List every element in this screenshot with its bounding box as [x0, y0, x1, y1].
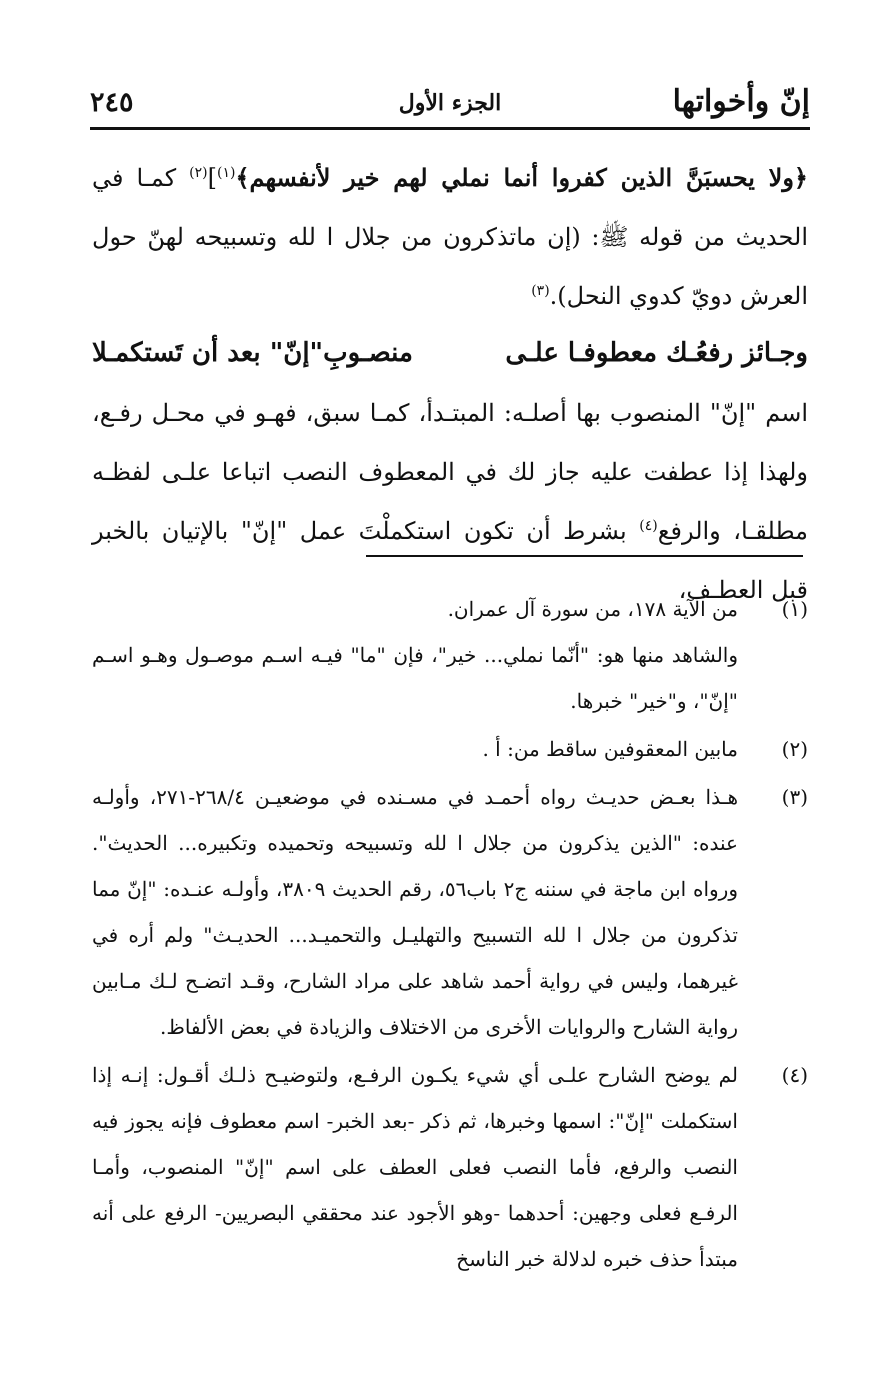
bracket-close: ] [207, 164, 217, 192]
footnote-2 [92, 726, 808, 772]
paragraph-explanation [92, 384, 808, 620]
poetry-first-hemistich: وجـائز رفعُـك معطوفـا علـى [505, 338, 808, 368]
footnote-ref-2: (٢) [189, 165, 208, 181]
running-header [90, 82, 810, 122]
footnote-1 [92, 586, 808, 724]
footnote-4 [92, 1052, 808, 1282]
main-text [92, 148, 808, 620]
footnote-number: (٣) [781, 785, 808, 809]
footnote-ref-4: (٤) [639, 518, 658, 534]
hadith-text: كمـا في الحديث من قوله ﷺ: (إن ماتذكرون من جلال ا لله وتسبيحه لهنّ حول العرش دويّ كدوي النحل). [92, 164, 808, 310]
footnote-line: والشاهد منها هو: "أنّما نملي... خير"، فإن "ما" فيـه اسـم موصـول وهـو اسـم "إنّ"، و"خير" خبرها. [92, 643, 738, 713]
footnote-line: من الآية ١٧٨، من سورة آل عمران. [447, 597, 738, 621]
poetry-second-hemistich: منصـوبِ"إنّ" بعد أن تَستكمـلا [92, 338, 413, 368]
footnote-number: (٤) [781, 1063, 808, 1087]
chapter-title: إنّ وأخواتها [672, 84, 810, 119]
footnote-line: لم يوضح الشارح علـى أي شيء يكـون الرفـع، ولتوضيـح ذلـك أقـول: إنـه إذا استكملت "إنّ": اسمها وخبرها، ثم ذكر -بعد الخبر- اسم معطوف فإنه يجوز فيه النصب والرفع، فأما النصب فعلى العطف على اسم "إنّ" المنصوب، وأمـا الرفـع فعلى وجهين: أحدهما -وهو الأجود عند محققي البصريين- الرفع على أنه مبتدأ حذف خبره لدلالة خبر الناسخ [92, 1063, 738, 1271]
footnote-ref-3: (٣) [531, 283, 550, 299]
footnote-line: مابين المعقوفين ساقط من: أ . [482, 737, 738, 761]
footnotes [92, 586, 808, 1284]
explanation-text: اسم "إنّ" المنصوب بها أصلـه: المبتـدأ، كمـا سبق، فهـو في محـل رفـع، ولهذا إذا عطفت عليه جاز لك في المعطوف النصب اتباعا علـى لفظـه مطلقـا، والرفع [92, 399, 809, 545]
header-rule [90, 127, 810, 130]
poetry-verse [92, 328, 808, 378]
footnote-ref-1: (١) [216, 165, 236, 181]
footnote-divider [366, 555, 803, 557]
footnote-line: هـذا بعـض حديـث رواه أحمـد في مسـنده في موضعيـن ٢٦٨/٤-٢٧١، وأولـه عنده: "الذين يذكرون من جلال ا لله وتسبيحه وتحميده وتكبيره... الحديث". ورواه ابن ماجة في سننه ج٢ باب٥٦، رقم الحديث ٣٨٠٩، وأولـه عنـده: "إنّ مما تذكرون من جلال ا لله التسبيح والتهليـل والتحميـد... الحديـث" ولم أره في غيرهما، وليس في رواية أحمد شاهد على مراد الشارح، وقـد اتضـح لـك مـابين رواية الشارح والروايات الأخرى من الاختلاف والزيادة في بعض الألفاظ. [92, 785, 738, 1039]
paragraph-quran-hadith [92, 148, 808, 326]
explanation-text-end: بشرط أن تكون استكملْتَ عمل "إنّ" بالإتيان بالخبر قبل العطـف، [92, 517, 808, 604]
footnote-number: (١) [781, 597, 808, 621]
footnote-3 [92, 774, 808, 1050]
footnote-number: (٢) [781, 737, 808, 761]
quran-verse: ﴿ولا يحسبَنَّ الذين كفروا أنما نملي لهم خير لأنفسهم﴾ [235, 163, 808, 192]
page-number: ٢٤٥ [90, 87, 134, 118]
volume-label: الجزء الأول [398, 90, 502, 116]
